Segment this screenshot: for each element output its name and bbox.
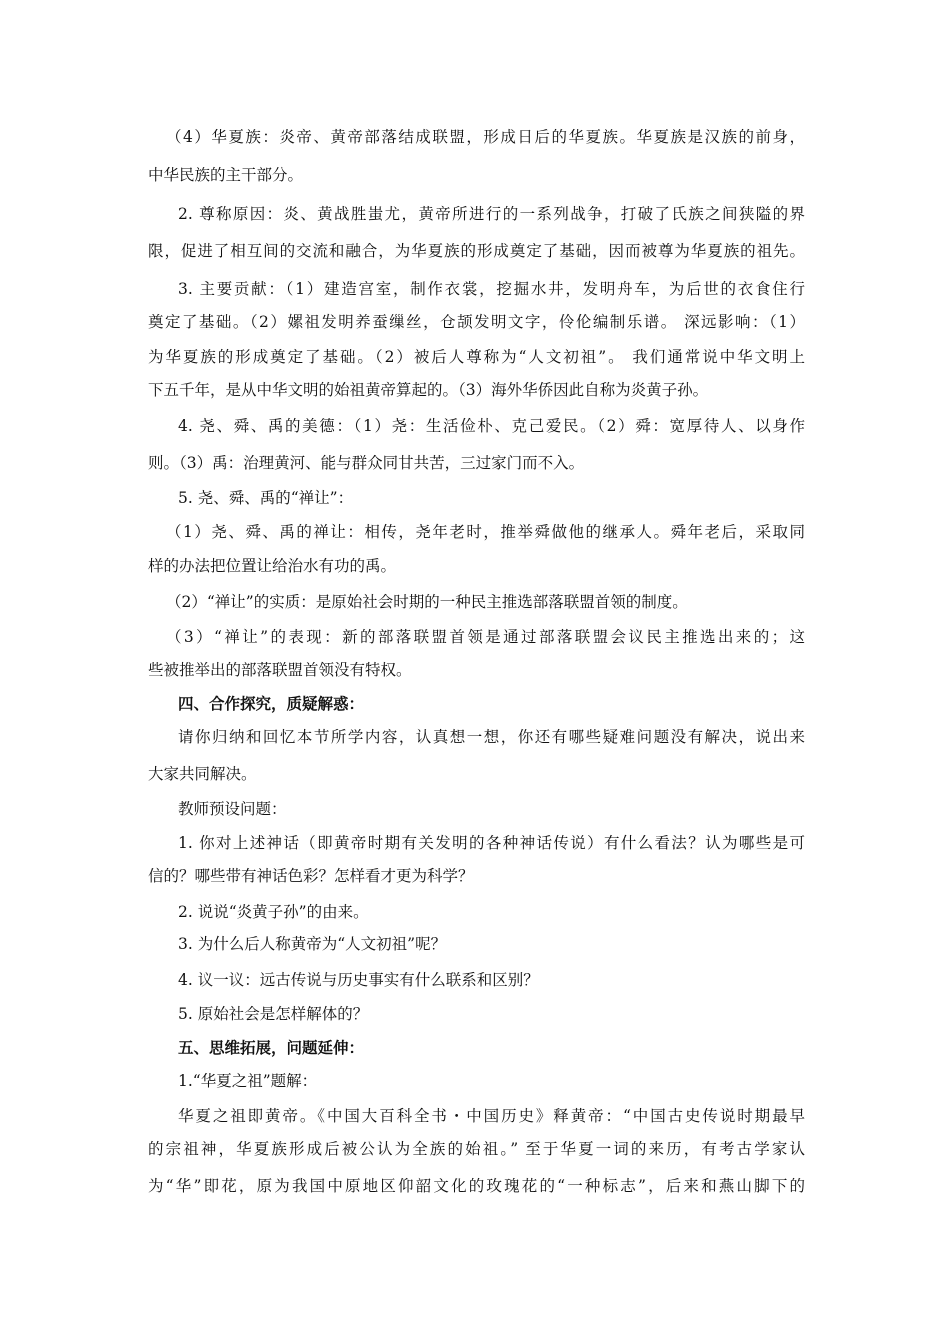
paragraph-line: 中华民族的主干部分。 [148,166,304,184]
paragraph-line: 4. 尧、舜、禹的美德：（1）尧：生活俭朴、克己爱民。（2）舜：宽厚待人、以身作 [178,417,805,435]
paragraph-line: 2. 尊称原因：炎、黄战胜蚩尤，黄帝所进行的一系列战争，打破了氏族之间狭隘的界 [178,205,805,223]
paragraph-line: 奠定了基础。（2）嫘祖发明养蚕缫丝，仓颉发明文字，伶伦编制乐谱。 深远影响：（1） [148,313,805,331]
paragraph-line: 华夏之祖即黄帝。《中国大百科全书・中国历史》释黄帝：“中国古史传说时期最早 [178,1107,805,1125]
section-heading: 五、思维拓展，问题延伸： [178,1039,365,1057]
paragraph-line: 则。（3）禹：治理黄河、能与群众同甘共苦，三过家门而不入。 [148,454,585,472]
paragraph-line: 3. 主要贡献：（1）建造宫室，制作衣裳，挖掘水井，发明舟车，为后世的衣食住行 [178,280,805,298]
section-heading: 四、合作探究，质疑解惑： [178,695,365,713]
paragraph-line: 1.“华夏之祖”题解： [178,1072,318,1090]
paragraph-line: 为“华”即花，原为我国中原地区仰韶文化的玫瑰花的“一种标志”，后来和燕山脚下的 [148,1177,805,1195]
paragraph-line: （3）“禅让”的表现：新的部落联盟首领是通过部落联盟会议民主推选出来的；这 [166,628,805,646]
paragraph-line: 5. 尧、舜、禹的“禅让”： [178,489,354,507]
paragraph-line: 教师预设问题： [178,800,287,818]
paragraph-line: 请你归纳和回忆本节所学内容，认真想一想，你还有哪些疑难问题没有解决，说出来 [178,728,805,746]
paragraph-line: 的宗祖神，华夏族形成后被公认为全族的始祖。” 至于华夏一词的来历，有考古学家认 [148,1140,805,1158]
paragraph-line: 样的办法把位置让给治水有功的禹。 [148,557,397,575]
paragraph-line: （1）尧、舜、禹的禅让：相传，尧年老时，推举舜做他的继承人。舜年老后，采取同 [166,523,805,541]
paragraph-line: 2. 说说“炎黄子孙”的由来。 [178,903,369,921]
paragraph-line: 1. 你对上述神话（即黄帝时期有关发明的各种神话传说）有什么看法？认为哪些是可 [178,834,805,852]
paragraph-line: 大家共同解决。 [148,765,257,783]
paragraph-line: （2）“禅让”的实质：是原始社会时期的一种民主推选部落联盟首领的制度。 [166,593,688,611]
paragraph-line: 信的？哪些带有神话色彩？怎样看才更为科学？ [148,867,474,885]
paragraph-line: 下五千年，是从中华文明的始祖黄帝算起的。（3）海外华侨因此自称为炎黄子孙。 [148,381,709,399]
paragraph-line: 限，促进了相互间的交流和融合，为华夏族的形成奠定了基础，因而被尊为华夏族的祖先。 [148,242,805,260]
paragraph-line: 为华夏族的形成奠定了基础。（2）被后人尊称为“人文初祖”。 我们通常说中华文明上 [148,348,805,366]
paragraph-line: 些被推举出的部落联盟首领没有特权。 [148,661,412,679]
paragraph-line: 4. 议一议：远古传说与历史事实有什么联系和区别？ [178,971,539,989]
paragraph-line: 5. 原始社会是怎样解体的？ [178,1005,369,1023]
paragraph-line: 3. 为什么后人称黄帝为“人文初祖”呢？ [178,935,447,953]
paragraph-line: （4）华夏族：炎帝、黄帝部落结成联盟，形成日后的华夏族。华夏族是汉族的前身， [166,128,805,146]
